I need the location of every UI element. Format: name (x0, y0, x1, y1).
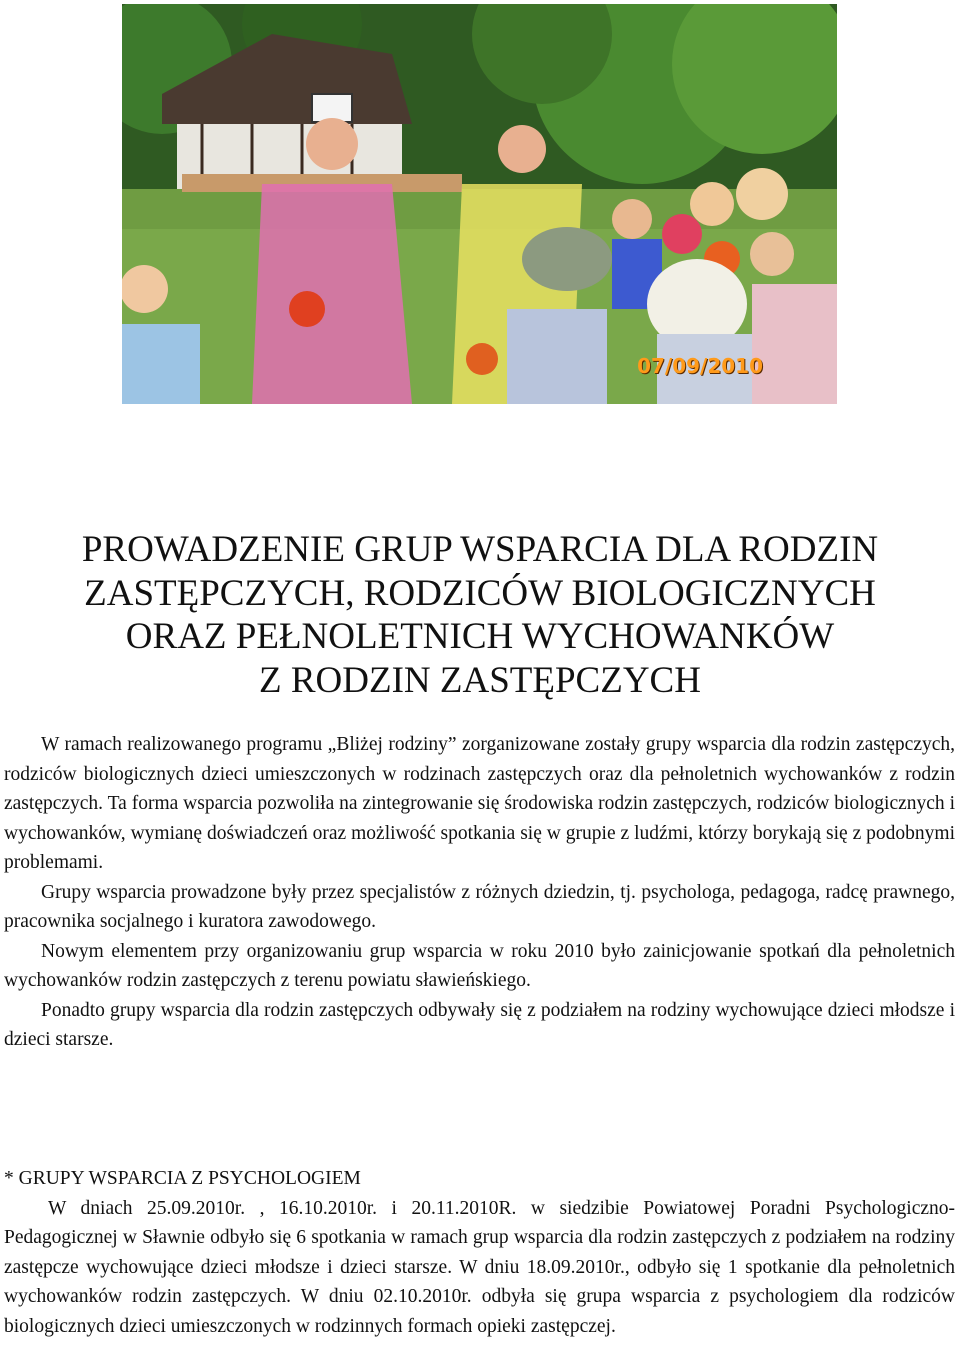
paragraph-specialists: Grupy wsparcia prowadzone były przez specjalistów z różnych dziedzin, tj. psychologa, pedagoga, radcę prawnego, pracownika socjalnego i kuratora zawodowego. (4, 881, 955, 932)
title-line: PROWADZENIE GRUP WSPARCIA DLA RODZIN (81, 529, 879, 570)
section-text: W dniach 25.09.2010r. , 16.10.2010r. i 20.11.2010R. w siedzibie Powiatowej Poradni Psychologiczno- Pedagogicznej w Sławnie odbyło się 6 spotkania w ramach grup wsparcia dla rodzin zastępczych z podziałem na rodziny zastępcze wychowujące dzieci młodsze i dzieci starsze. W dniu 18.09.2010r., odbyło się 1 spotkanie dla pełnoletnich wychowanków rodzin zastępczych. W dniu 02.10.2010r. odbyła się grupa wsparcia z psychologiem dla rodziców biologicznych dzieci umieszczonych w rodzinnych formach opieki zastępczej. (4, 1197, 955, 1337)
photo-illustration (122, 4, 837, 404)
paragraph-intro: W ramach realizowanego programu „Bliżej rodziny” zorganizowane zostały grupy wsparcia dla rodzin zastępczych, rodziców biologicznych dzieci umieszczonych w rodzinach zastępczych oraz dla pełnoletnich wychowanków z rodzin zastępczych. Ta forma wsparcia pozwoliła na zintegrowanie się środowiska rodzin zastępczych, rodziców biologicznych i wychowanków, wymianę doświadczeń oraz możliwość spotkania się w grupie z ludźmi, którzy borykają się z podobnymi problemami. (4, 734, 955, 873)
section-heading: * GRUPY WSPARCIA Z PSYCHOLOGIEM (4, 1168, 361, 1189)
paragraph-age-groups: Ponadto grupy wsparcia dla rodzin zastępczych odbywały się z podziałem na rodziny wychowujące dzieci młodsze i dzieci starsze. (4, 999, 955, 1050)
group-photo (122, 4, 837, 404)
title-line: ORAZ PEŁNOLETNICH WYCHOWANKÓW (125, 616, 835, 657)
title-line: ZASTĘPCZYCH, RODZICÓW BIOLOGICZNYCH (84, 572, 876, 614)
psychologist-section (4, 1164, 955, 1341)
page-title (0, 528, 960, 702)
paragraph-new-element: Nowym elementem przy organizowaniu grup wsparcia w roku 2010 było zainicjowanie spotkań dla pełnoletnich wychowanków rodzin zastępczych z terenu powiatu sławieńskiego. (4, 940, 955, 991)
date-stamp: 07/09/2010 (637, 354, 763, 378)
body-text (4, 730, 955, 1055)
title-line: Z RODZIN ZASTĘPCZYCH (259, 659, 701, 701)
